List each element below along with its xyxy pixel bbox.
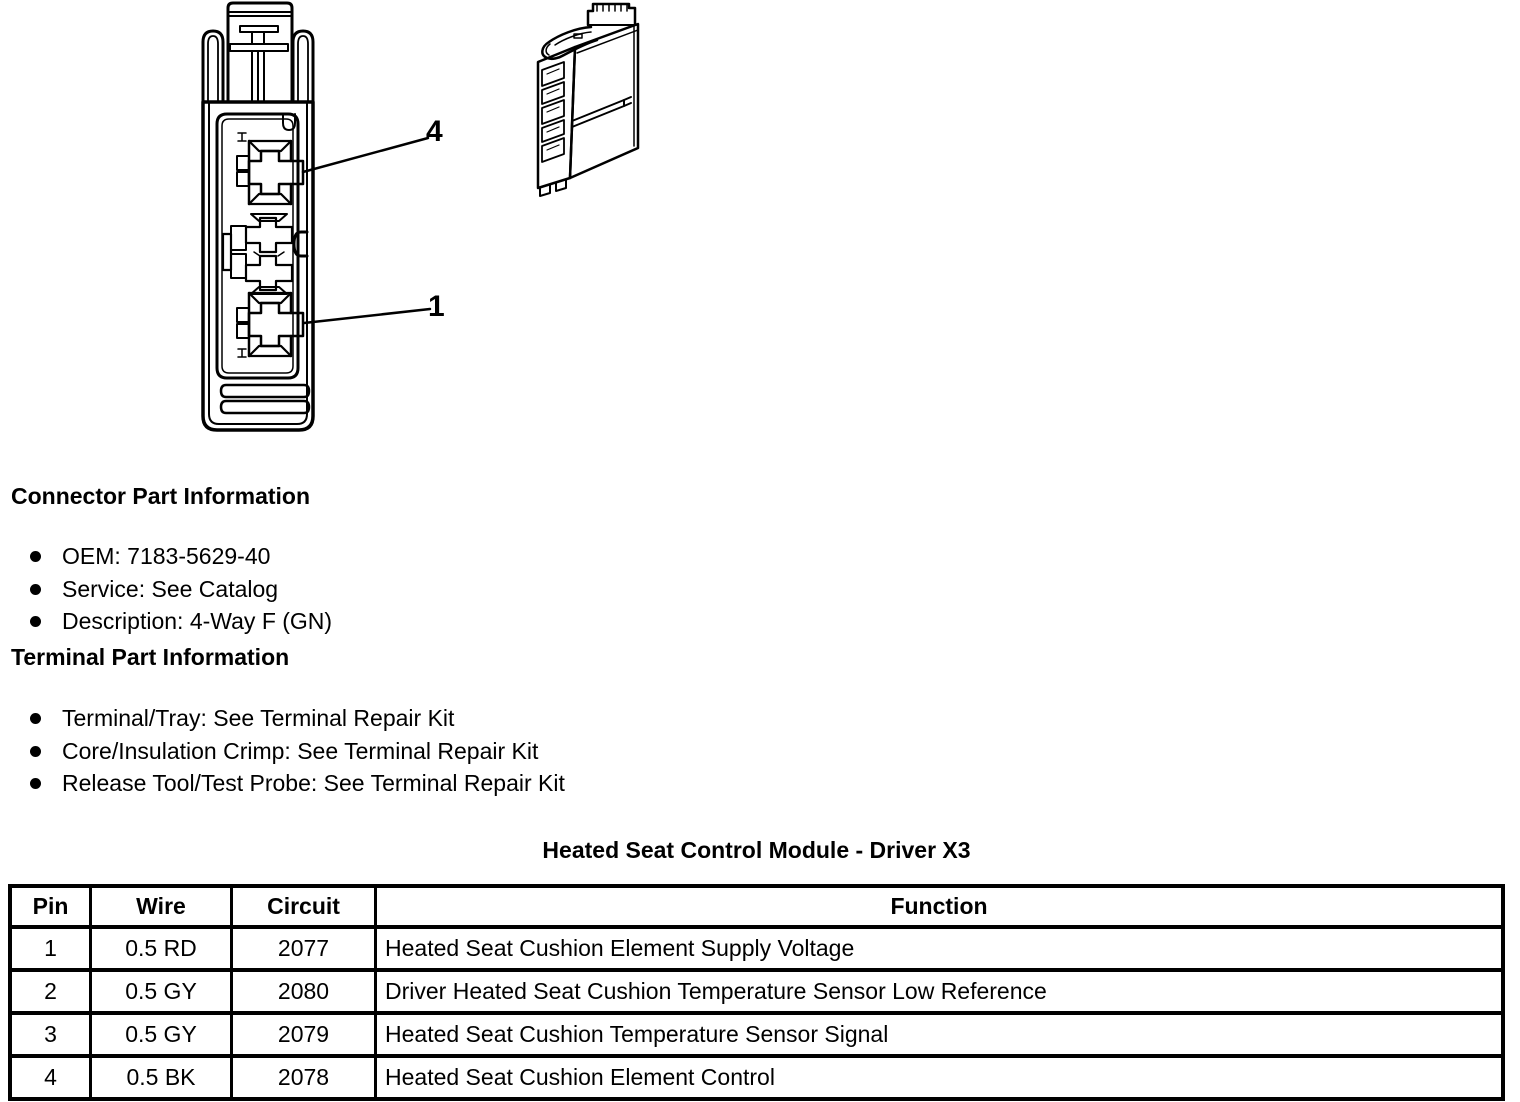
callout-line-pin4 — [303, 138, 428, 172]
callout-label-pin1: 1 — [428, 290, 445, 323]
connector-front-view — [203, 3, 313, 430]
cell-wire: 0.5 GY — [91, 970, 232, 1013]
cell-function: Heated Seat Cushion Temperature Sensor Signal — [376, 1013, 1504, 1056]
table-row-pin-3 — [10, 1013, 1503, 1056]
pinout-table-title: Heated Seat Control Module - Driver X3 — [542, 837, 971, 863]
list-item-release-tool-test-probe: Release Tool/Test Probe: See Terminal Repair Kit — [30, 770, 565, 796]
cell-pin: 2 — [10, 970, 91, 1013]
table-row-pin-1 — [10, 927, 1503, 970]
table-row-pin-4 — [10, 1056, 1503, 1099]
cell-circuit: 2079 — [232, 1013, 376, 1056]
list-item-description: Description: 4-Way F (GN) — [30, 608, 332, 634]
bullet-icon — [30, 746, 41, 757]
cell-circuit: 2078 — [232, 1056, 376, 1099]
cell-function: Driver Heated Seat Cushion Temperature Sensor Low Reference — [376, 970, 1504, 1013]
list-item-oem: OEM: 7183-5629-40 — [30, 543, 270, 569]
terminal-cavity-middle — [223, 214, 292, 294]
callout-line-pin1 — [304, 309, 430, 323]
connector-line-drawing — [190, 0, 660, 450]
cell-pin: 4 — [10, 1056, 91, 1099]
cell-function: Heated Seat Cushion Element Control — [376, 1056, 1504, 1099]
cell-circuit: 2080 — [232, 970, 376, 1013]
cell-wire: 0.5 BK — [91, 1056, 232, 1099]
connector-figure — [190, 0, 660, 450]
bullet-icon — [30, 616, 41, 627]
list-item-core-insulation-crimp: Core/Insulation Crimp: See Terminal Repair Kit — [30, 738, 538, 764]
column-header-function: Function — [376, 886, 1504, 927]
cell-wire: 0.5 RD — [91, 927, 232, 970]
cell-wire: 0.5 GY — [91, 1013, 232, 1056]
cell-pin: 1 — [10, 927, 91, 970]
cell-circuit: 2077 — [232, 927, 376, 970]
list-item-terminal-tray: Terminal/Tray: See Terminal Repair Kit — [30, 705, 454, 731]
bullet-icon — [30, 584, 41, 595]
connector-info-heading: Connector Part Information — [11, 483, 311, 509]
column-header-wire: Wire — [91, 886, 232, 927]
column-header-pin: Pin — [10, 886, 91, 927]
table-row-pin-2 — [10, 970, 1503, 1013]
pinout-table — [8, 884, 1505, 1101]
column-header-circuit: Circuit — [232, 886, 376, 927]
pinout-header-row — [10, 886, 1503, 927]
list-item-service: Service: See Catalog — [30, 576, 278, 602]
bullet-icon — [30, 713, 41, 724]
terminal-info-heading: Terminal Part Information — [11, 644, 290, 670]
connector-3d-view — [538, 4, 638, 196]
bullet-icon — [30, 778, 41, 789]
bullet-icon — [30, 551, 41, 562]
callout-label-pin4: 4 — [426, 115, 443, 148]
cell-pin: 3 — [10, 1013, 91, 1056]
cell-function: Heated Seat Cushion Element Supply Voltage — [376, 927, 1504, 970]
